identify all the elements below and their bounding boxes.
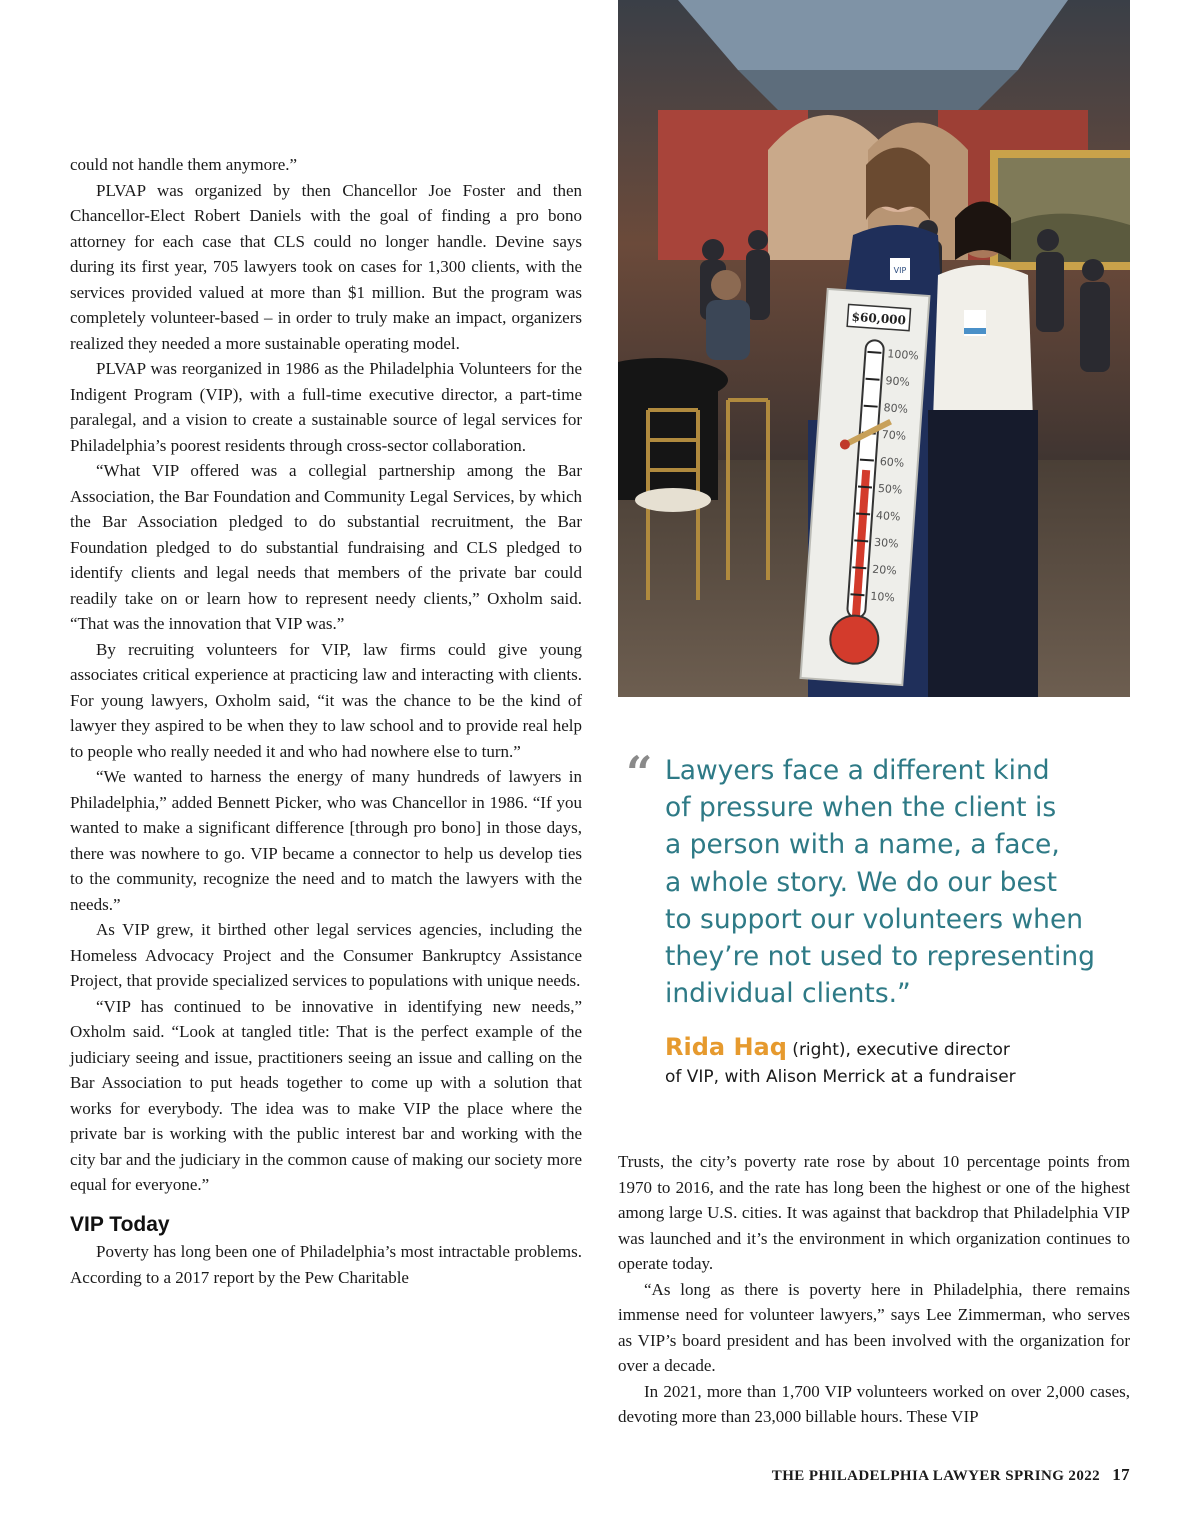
thermometer-tick (858, 487, 872, 488)
pull-quote-line: Lawyers face a different kind (665, 755, 1050, 786)
pull-quote-line: a person with a name, a face, (665, 829, 1060, 861)
pull-quote (626, 746, 1146, 1091)
fundraiser-photo (618, 0, 1130, 697)
pull-quote-line: a whole story. We do our best (665, 866, 1057, 898)
thermometer-tick-label: 50% (877, 481, 903, 497)
thermometer-tick-label: 30% (873, 535, 900, 551)
paragraph: “As long as there is poverty here in Philadelphia, there remains immense need for volunteer lawyers,” says Lee Zimmerman, who serves as VIP’s board president and has been involved with the organization for over a decade. (618, 1279, 1130, 1375)
paragraph: “We wanted to harness the energy of many hundreds of lawyers in Philadelphia,” added Bennett Picker, who was Chancellor in 1986. “If you wanted to make a significant difference [through pro bono] in those days, there was nowhere to go. VIP became a connector to help us develop ties to the community, recognize the need and to match the lawyers with the needs.” (70, 767, 582, 914)
thermometer-tick-label: 70% (881, 428, 907, 443)
thermometer-tick-label: 90% (885, 374, 911, 389)
thermometer-tick-label: 20% (871, 562, 898, 578)
paragraph: “What VIP offered was a collegial partnership among the Bar Association, the Bar Foundation and Community Legal Services, by which the Bar Association pledged to do substantial recruitment, the Bar Foundation pledged to do substantial fundraising and CLS pledged to identify clients and legal needs that members of the private bar could readily take on or learn how to represent needy clients,” Oxholm said. “That was the innovation that VIP was.” (70, 461, 582, 633)
page-number: 17 (1112, 1465, 1130, 1484)
thermometer-tick (866, 379, 880, 380)
pull-quote-line: of pressure when the client is (665, 792, 1057, 824)
thermometer-tick (856, 513, 870, 514)
paragraph: As VIP grew, it birthed other legal services agencies, including the Homeless Advocacy Project and the Consumer Bankruptcy Assistance Project, that provide specialized services to populations with unique needs. (70, 920, 582, 990)
right-column (618, 1149, 1130, 1430)
thermometer-tick (854, 540, 868, 541)
paragraph: could not handle them anymore.” (70, 155, 298, 174)
paragraph: Trusts, the city’s poverty rate rose by about 10 percentage points from 1970 to 2016, and the rate has long been the highest or one of the highest among large U.S. cities. It was against that backdrop that Philadelphia VIP was launched and it’s the environment in which organization continues to operate today. (618, 1152, 1130, 1273)
thermometer-tick (864, 406, 878, 407)
pull-quote-text (665, 752, 1146, 1012)
photo-credit-caption (665, 1034, 1146, 1091)
issue-date: SPRING 2022 (1005, 1468, 1101, 1484)
pull-quote-line: individual clients.” (665, 978, 911, 1010)
thermometer-tick (850, 594, 864, 595)
thermometer-tick (860, 460, 874, 461)
badge-label: VIP (893, 266, 907, 275)
credit-name: Rida Haq (665, 1033, 787, 1062)
paragraph: In 2021, more than 1,700 VIP volunteers worked on over 2,000 cases, devoting more than 23,000 billable hours. These VIP (618, 1381, 1130, 1426)
thermometer-goal: $60,000 (851, 309, 907, 328)
paragraph: By recruiting volunteers for VIP, law firms could give young associates critical experience at practicing law and interacting with clients. For young lawyers, Oxholm said, “it was the chance to be the kind of lawyer they aspired to be when they to law school and to provide real help to people who really needed it and who had nowhere else to turn.” (70, 639, 582, 761)
page-footer (772, 1465, 1130, 1485)
paragraph: PLVAP was organized by then Chancellor Joe Foster and then Chancellor-Elect Robert Daniels with the goal of finding a pro bono attorney for each case that CLS could no longer handle. Devine says during its first year, 705 lawyers took on cases for 1,300 clients, with the services provided valued at more than $1 million. But the program was completely volunteer-based – in order to truly make an impact, organizers realized they needed a more sustainable operating model. (70, 180, 582, 353)
paragraph: “VIP has continued to be innovative in identifying new needs,” Oxholm said. “Look at tangled title: That is the perfect example of the judiciary seeing and issue, practitioners seeing an issue and calling on the Bar Association to put heads together to come up with a solution that works for everybody. The idea was to make VIP the place where the private bar is working with the public interest bar and working with the city bar and the judiciary in the common cause of making our society more equal for everyone.” (70, 996, 582, 1194)
paragraph: Poverty has long been one of Philadelphia’s most intractable problems. According to a 2017 report by the Pew Charitable (70, 1242, 582, 1287)
thermometer-tick-label: 10% (869, 589, 896, 605)
paragraph: PLVAP was reorganized in 1986 as the Philadelphia Volunteers for the Indigent Program (VIP), with a full-time executive director, a part-time paralegal, and a vision to create a sustainable source of legal services for Philadelphia’s poorest residents through cross-sector collaboration. (70, 359, 582, 455)
thermometer-tick-label: 80% (883, 401, 909, 416)
thermometer-tick-label: 100% (886, 347, 920, 363)
left-column (70, 152, 582, 1290)
thermometer-tick-label: 40% (875, 508, 901, 524)
publication-name: THE PHILADELPHIA LAWYER (771, 1468, 1002, 1484)
thermometer-tick-label: 60% (879, 454, 905, 470)
credit-text: of VIP, with Alison Merrick at a fundraiser (665, 1067, 1016, 1088)
pull-quote-line: to support our volunteers when (665, 903, 1084, 935)
credit-text: (right), executive director (786, 1040, 1010, 1061)
section-heading: VIP Today (70, 1212, 170, 1236)
thermometer-tick (852, 567, 866, 568)
pull-quote-line: they’re not used to representing (665, 941, 1095, 973)
open-quote-mark: “ (626, 746, 653, 800)
thermometer-tick (867, 352, 881, 353)
